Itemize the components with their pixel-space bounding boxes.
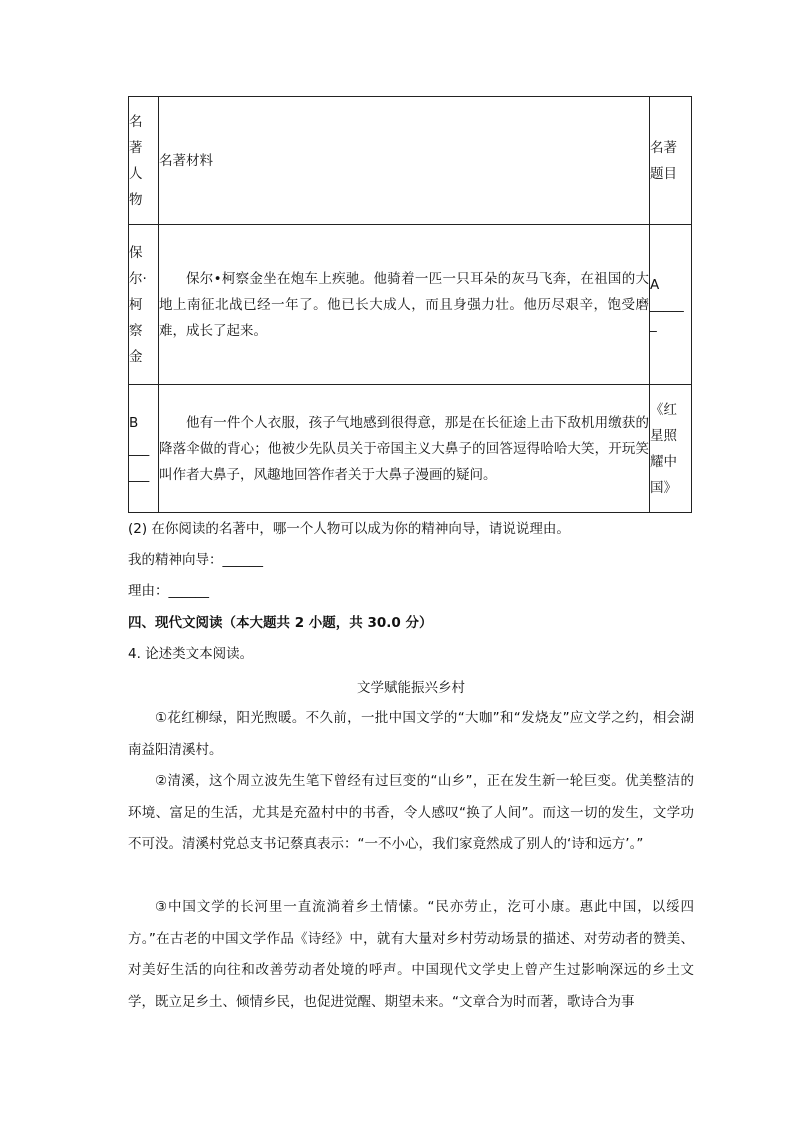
title-answer-cell [650, 225, 692, 385]
paragraph-1: ①花红柳绿，阳光煦暖。不久前，一批中国文学的“大咖”和“发烧友”应文学之约，相会湖南益阳清溪村。 [128, 710, 694, 758]
paragraph-2: ②清溪，这个周立波先生笔下曾经有过巨变的“山乡”，正在发生新一轮巨变。优美整洁的环境、富足的生活，尤其是充盈村中的书香，令人感叹“换了人间”。而这一切的发生，文学功不可没。清溪村党总支书记蔡真表示：“一不小心，我们家竟然成了别人的‘诗和远方’。” [128, 773, 694, 852]
header-title-cell [650, 97, 692, 225]
answer-letter: B [129, 414, 139, 431]
question-2: (2) 在你阅读的名著中，哪一个人物可以成为你的精神向导，请说说理由。 [128, 521, 570, 537]
reason-blank[interactable]: ______ [168, 583, 209, 599]
question-4: 4. 论述类文本阅读。 [128, 646, 254, 662]
character-char: 察 [129, 322, 143, 339]
paragraph-3: ③中国文学的长河里一直流淌着乡土情愫。“民亦劳止，汔可小康。惠此中国，以绥四方。”在古老的中国文学作品《诗经》中，就有大量对乡村劳动场景的描述、对劳动者的赞美、对美好生活的向往和改善劳动者处境的呼声。中国现代文学史上曾产生过影响深远的乡土文学，既立足乡土、倾情乡民，也促进觉醒、期望未来。“文章合为时而著，歌诗合为事 [128, 899, 694, 1010]
table-row [129, 385, 692, 513]
material-cell: 他有一件个人衣服，孩子气地感到很得意，那是在长征途上击下敌机用缴获的降落伞做的背心；他被少先队员关于帝国主义大鼻子的回答逗得哈哈大笑，开玩笑叫作者大鼻子，风趣地回答作者关于大鼻子漫画的疑问。 [159, 385, 650, 513]
title-cell [650, 385, 692, 513]
table-header-row [129, 97, 692, 225]
title-char: 《红 [650, 401, 677, 418]
character-cell [129, 225, 159, 385]
reason-label: 理由： [128, 583, 169, 599]
answer-blank[interactable]: ___ [129, 440, 150, 457]
guide-blank[interactable]: ______ [222, 552, 263, 568]
title-char: 耀中 [650, 453, 677, 470]
answer-blank[interactable]: _____ [650, 296, 684, 313]
section-heading: 四、现代文阅读（本大题共 2 小题，共 30.0 分） [128, 615, 433, 631]
table-row [129, 225, 692, 385]
reason-line [128, 580, 694, 602]
guide-label: 我的精神向导： [128, 552, 223, 568]
character-answer-cell [129, 385, 159, 513]
material-cell: 保尔•柯察金坐在炮车上疾驰。他骑着一匹一只耳朵的灰马飞奔，在祖国的大地上南征北战已经一年了。他已长大成人，而且身强力壮。他历尽艰辛，饱受磨难，成长了起来。 [159, 225, 650, 385]
header-material-cell: 名著材料 [159, 97, 650, 225]
title-char: 国》 [650, 479, 677, 496]
character-char: 金 [129, 348, 143, 365]
header-character-cell [129, 97, 159, 225]
guide-line [128, 549, 694, 571]
header-char: 名著 [650, 139, 677, 156]
header-char: 著 [129, 139, 143, 156]
answer-blank[interactable]: ___ [129, 466, 150, 483]
classics-table [128, 96, 692, 513]
answer-blank[interactable]: _ [650, 316, 657, 333]
answer-letter: A [650, 276, 660, 293]
header-char: 物 [129, 191, 143, 208]
header-char: 人 [129, 165, 143, 182]
header-char: 名 [129, 113, 143, 130]
article-title: 文学赋能振兴乡村 [357, 680, 465, 696]
character-char: 柯 [129, 296, 143, 313]
character-char: 保 [129, 244, 143, 261]
header-char: 题目 [650, 165, 677, 182]
title-char: 星照 [650, 427, 677, 444]
character-char: 尔· [129, 270, 147, 287]
